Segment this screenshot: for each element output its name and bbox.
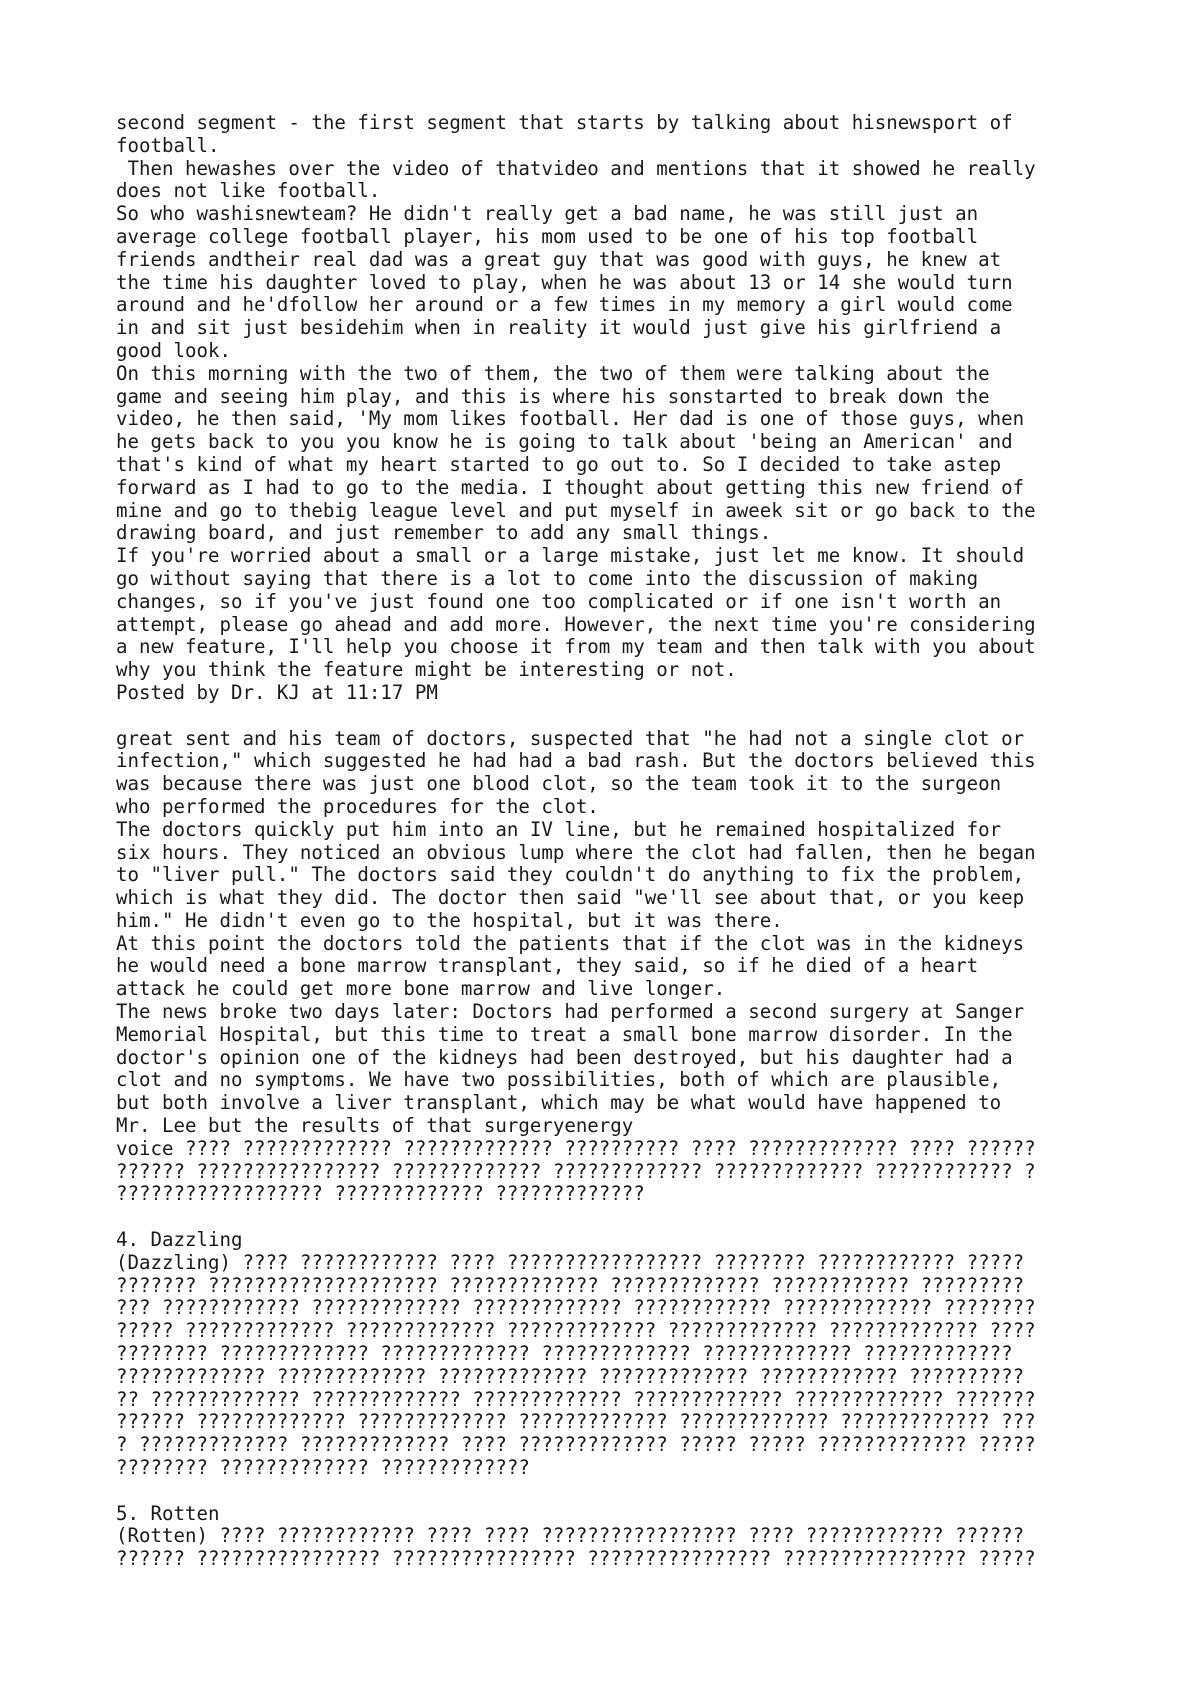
text-line: the time his daughter loved to play, when he was about 13 or 14 she would turn (116, 270, 1013, 294)
text-line: ?????? ???????????????? ???????????????? ???????????????? ???????????????? ????? (116, 1547, 1036, 1571)
text-line: Mr. Lee but the results of that surgeryenergy (116, 1114, 634, 1138)
paragraph (116, 933, 1116, 1001)
paragraph (116, 1503, 1116, 1526)
text-line: ???????? ????????????? ????????????? ????????????? ????????????? ????????????? (116, 1342, 1013, 1366)
text-line: was because there was just one blood clot, so the team took it to the surgeon (116, 772, 1002, 796)
text-line: six hours. They noticed an obvious lump where the clot had fallen, then he began (116, 840, 1036, 864)
text-line: ?????????????????? ????????????? ????????????? (116, 1182, 645, 1206)
paragraph (116, 363, 1116, 545)
text-line: Posted by Dr. KJ at 11:17 PM (116, 680, 438, 704)
paragraph (116, 1252, 1116, 1480)
paragraph (116, 1525, 1116, 1571)
text-line: good look. (116, 338, 231, 362)
paragraph (116, 203, 1116, 363)
text-line: Then hewashes over the video of thatvideo and mentions that it showed he really (116, 156, 1036, 180)
paragraph (116, 1229, 1116, 1252)
text-line: (Dazzling) ???? ???????????? ???? ????????????????? ???????? ???????????? ????? (116, 1250, 1025, 1274)
text-line: ?????? ????????????? ????????????? ????????????? ????????????? ????????????? ??? (116, 1410, 1036, 1434)
text-line: ??????? ???????????????????? ????????????? ????????????? ???????????? ????????? (116, 1273, 1025, 1297)
text-line: ?????? ???????????????? ????????????? ????????????? ????????????? ???????????? ? (116, 1159, 1036, 1183)
text-line: which is what they did. The doctor then said "we'll see about that, or you keep (116, 886, 1025, 910)
text-line: If you're worried about a small or a large mistake, just let me know. It should (116, 544, 1025, 568)
text-line: around and he'dfollow her around or a few times in my memory a girl would come (116, 293, 1013, 317)
paragraph (116, 1138, 1116, 1206)
text-line: him." He didn't even go to the hospital, but it was there. (116, 908, 783, 932)
text-line: ????????????? ????????????? ????????????? ????????????? ???????????? ?????????? (116, 1364, 1025, 1388)
text-line: great sent and his team of doctors, suspected that "he had not a single clot or (116, 726, 1025, 750)
text-line: ??? ???????????? ????????????? ????????????? ???????????? ????????????? ???????? (116, 1296, 1036, 1320)
document-page (116, 112, 1116, 1571)
text-line: changes, so if you've just found one too complicated or if one isn't worth an (116, 589, 1002, 613)
text-line: drawing board, and just remember to add any small things. (116, 521, 772, 545)
text-line: video, he then said, 'My mom likes football. Her dad is one of those guys, when (116, 407, 1025, 431)
text-line: friends andtheir real dad was a great guy that was good with guys, he knew at (116, 247, 1002, 271)
text-line: does not like football. (116, 179, 381, 203)
text-line: but both involve a liver transplant, which may be what would have happened to (116, 1091, 1002, 1115)
text-line: doctor's opinion one of the kidneys had been destroyed, but his daughter had a (116, 1045, 1013, 1069)
text-line: ?? ????????????? ????????????? ????????????? ????????????? ????????????? ??????? (116, 1387, 1036, 1411)
text-line: he would need a bone marrow transplant, they said, so if he died of a heart (116, 954, 979, 978)
text-line: game and seeing him play, and this is where his sonstarted to break down the (116, 384, 990, 408)
text-line: clot and no symptoms. We have two possibilities, both of which are plausible, (116, 1068, 1002, 1092)
text-line: a new feature, I'll help you choose it from my team and then talk with you about (116, 635, 1036, 659)
text-line: ???????? ????????????? ????????????? (116, 1456, 530, 1480)
paragraph-spacer (116, 1480, 1116, 1503)
text-line: he gets back to you you know he is going to talk about 'being an American' and (116, 430, 1013, 454)
text-line: On this morning with the two of them, the two of them were talking about the (116, 361, 990, 385)
text-line: (Rotten) ???? ???????????? ???? ???? ????????????????? ???? ???????????? ?????? (116, 1524, 1025, 1548)
text-line: ? ????????????? ????????????? ???? ????????????? ????? ????? ????????????? ????? (116, 1433, 1036, 1457)
text-line: 4. Dazzling (116, 1228, 243, 1252)
text-line: So who washisnewteam? He didn't really get a bad name, he was still just an (116, 202, 979, 226)
text-line: football. (116, 133, 220, 157)
paragraph (116, 112, 1116, 158)
text-line: that's kind of what my heart started to go out to. So I decided to take astep (116, 452, 1002, 476)
text-line: ????? ????????????? ????????????? ????????????? ????????????? ????????????? ???? (116, 1319, 1036, 1343)
text-line: second segment - the first segment that starts by talking about hisnewsport of (116, 111, 1013, 134)
text-line: go without saying that there is a lot to come into the discussion of making (116, 566, 979, 590)
paragraph-spacer (116, 1206, 1116, 1229)
paragraph (116, 819, 1116, 933)
text-line: attack he could get more bone marrow and live longer. (116, 977, 726, 1001)
paragraph (116, 728, 1116, 819)
text-line: The doctors quickly put him into an IV line, but he remained hospitalized for (116, 817, 1002, 841)
paragraph (116, 682, 1116, 705)
text-line: forward as I had to go to the media. I thought about getting this new friend of (116, 475, 1025, 499)
text-line: who performed the procedures for the clot. (116, 794, 599, 818)
paragraph (116, 158, 1116, 204)
paragraph-spacer (116, 705, 1116, 728)
paragraph (116, 1001, 1116, 1138)
text-line: The news broke two days later: Doctors had performed a second surgery at Sanger (116, 1000, 1025, 1024)
text-line: At this point the doctors told the patients that if the clot was in the kidneys (116, 931, 1025, 955)
text-line: mine and go to thebig league level and put myself in aweek sit or go back to the (116, 498, 1036, 522)
text-line: average college football player, his mom used to be one of his top football (116, 224, 979, 248)
text-line: infection," which suggested he had had a bad rash. But the doctors believed this (116, 749, 1036, 773)
text-line: to "liver pull." The doctors said they couldn't do anything to fix the problem, (116, 863, 1025, 887)
text-line: voice ???? ????????????? ????????????? ?????????? ???? ????????????? ???? ?????? (116, 1136, 1036, 1160)
text-line: attempt, please go ahead and add more. However, the next time you're considering (116, 612, 1036, 636)
text-line: 5. Rotten (116, 1501, 220, 1525)
text-line: in and sit just besidehim when in reality it would just give his girlfriend a (116, 316, 1002, 340)
text-line: Memorial Hospital, but this time to treat a small bone marrow disorder. In the (116, 1022, 1013, 1046)
text-line: why you think the feature might be interesting or not. (116, 658, 737, 682)
paragraph (116, 545, 1116, 682)
